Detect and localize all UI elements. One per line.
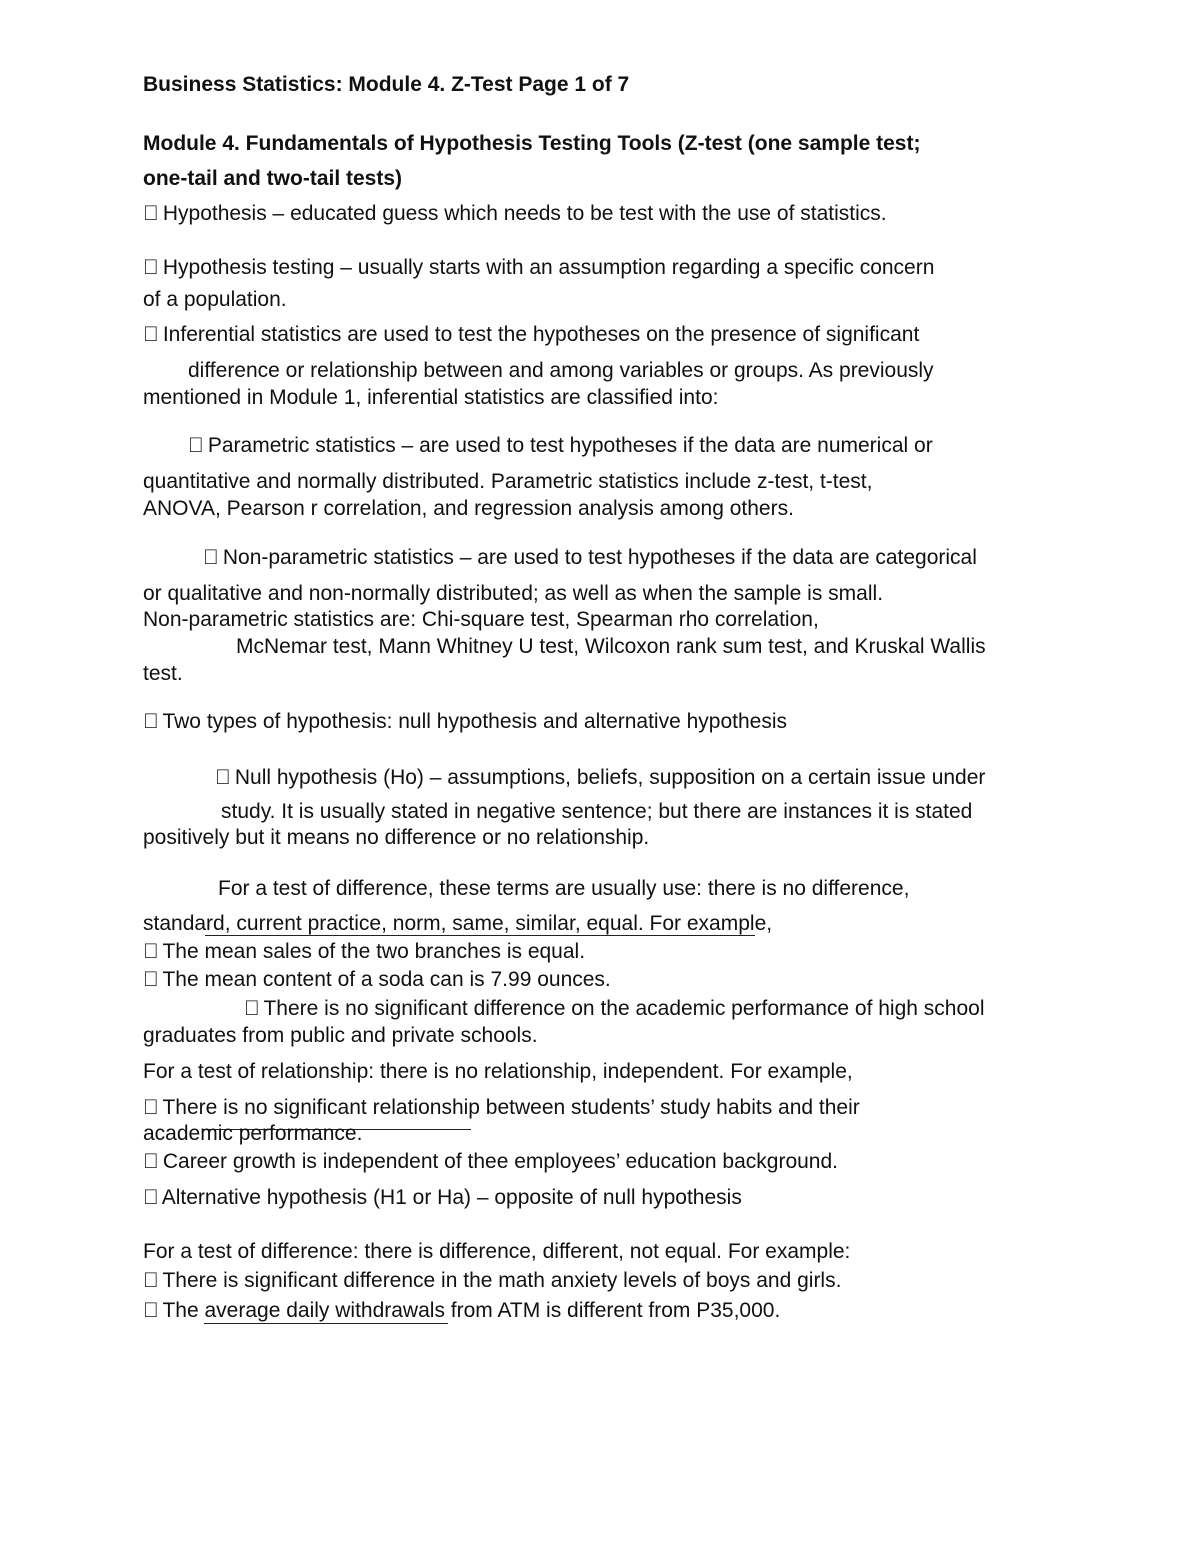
body-line: ANOVA, Pearson r correlation, and regression analysis among others. (143, 497, 794, 520)
bullet-hypothesis-testing (143, 255, 934, 281)
bullet-example (143, 1268, 841, 1294)
body-line: academic performance. (143, 1122, 363, 1145)
bullet-example (143, 1298, 780, 1324)
bullet-icon (143, 1095, 157, 1121)
module-title-line-1: Module 4. Fundamentals of Hypothesis Testing Tools (Z-test (one sample test; (143, 132, 921, 155)
body-line: positively but it means no difference or no relationship. (143, 826, 650, 849)
bullet-example (143, 967, 611, 993)
bullet-icon (143, 1268, 157, 1294)
body-line: For a test of difference, these terms are usually use: there is no difference, (218, 877, 910, 900)
bullet-inferential-statistics (143, 322, 919, 348)
bullet-text: Non-parametric statistics – are used to test hypotheses if the data are categorical (222, 546, 977, 569)
bullet-icon (143, 1298, 157, 1324)
bullet-text: The mean content of a soda can is 7.99 ounces. (162, 968, 611, 991)
bullet-text: Career growth is independent of thee employees’ education background. (162, 1150, 839, 1173)
bullet-null-hypothesis (215, 765, 985, 791)
module-title-line-2: one-tail and two-tail tests) (143, 167, 403, 190)
underline-rule (204, 1323, 448, 1324)
bullet-text: Two types of hypothesis: null hypothesis and alternative hypothesis (162, 710, 788, 733)
bullet-icon (143, 255, 157, 281)
body-line: Non-parametric statistics are: Chi-square test, Spearman rho correlation, (143, 608, 819, 631)
page-header: Business Statistics: Module 4. Z-Test Page 1 of 7 (143, 73, 630, 96)
body-line: McNemar test, Mann Whitney U test, Wilcoxon rank sum test, and Kruskal Wallis (236, 635, 986, 658)
bullet-alternative-hypothesis (143, 1185, 742, 1211)
body-line: standard, current practice, norm, same, similar, equal. For example, (143, 912, 773, 935)
body-line: or qualitative and non-normally distributed; as well as when the sample is small. (143, 582, 884, 605)
bullet-text: Hypothesis testing – usually starts with an assumption regarding a specific concern (162, 256, 935, 279)
bullet-text: There is no significant difference on the academic performance of high school (263, 997, 985, 1020)
bullet-icon (203, 545, 217, 571)
bullet-icon (143, 939, 157, 965)
bullet-text: The average daily withdrawals from ATM is different from P35,000. (162, 1299, 781, 1322)
body-line: difference or relationship between and among variables or groups. As previously (188, 359, 934, 382)
bullet-parametric (188, 433, 933, 459)
body-line: For a test of relationship: there is no relationship, independent. For example, (143, 1060, 853, 1083)
bullet-icon (143, 1149, 157, 1175)
body-line: quantitative and normally distributed. Parametric statistics include z-test, t-test, (143, 470, 873, 493)
bullet-text: There is significant difference in the math anxiety levels of boys and girls. (162, 1269, 842, 1292)
body-line: of a population. (143, 288, 287, 311)
bullet-example (143, 1149, 838, 1175)
bullet-hypothesis (143, 201, 887, 227)
bullet-non-parametric (203, 545, 977, 571)
bullet-text: The mean sales of the two branches is equal. (162, 940, 586, 963)
bullet-example (143, 939, 585, 965)
bullet-icon (188, 433, 202, 459)
body-line: test. (143, 662, 183, 685)
bullet-text: Hypothesis – educated guess which needs to be test with the use of statistics. (162, 202, 887, 225)
bullet-text: Inferential statistics are used to test the hypotheses on the presence of significant (162, 323, 920, 346)
bullet-icon (143, 1185, 157, 1211)
body-line: For a test of difference: there is difference, different, not equal. For example: (143, 1240, 851, 1263)
bullet-icon (215, 765, 229, 791)
bullet-text: There is no significant relationship between students’ study habits and their (162, 1096, 860, 1119)
bullet-icon (143, 709, 157, 735)
bullet-icon (143, 201, 157, 227)
bullet-two-types (143, 709, 787, 735)
underline-rule (205, 935, 755, 936)
body-line: mentioned in Module 1, inferential statistics are classified into: (143, 386, 719, 409)
bullet-icon (143, 967, 157, 993)
bullet-icon (244, 996, 258, 1022)
body-line: graduates from public and private schools. (143, 1024, 538, 1047)
bullet-text: Parametric statistics – are used to test hypotheses if the data are numerical or (207, 434, 933, 457)
bullet-example (244, 996, 985, 1022)
bullet-example (143, 1095, 860, 1121)
bullet-icon (143, 322, 157, 348)
body-line: study. It is usually stated in negative sentence; but there are instances it is stated (221, 800, 973, 823)
bullet-text: Null hypothesis (Ho) – assumptions, beliefs, supposition on a certain issue under (234, 766, 986, 789)
bullet-text: Alternative hypothesis (H1 or Ha) – opposite of null hypothesis (161, 1186, 742, 1209)
